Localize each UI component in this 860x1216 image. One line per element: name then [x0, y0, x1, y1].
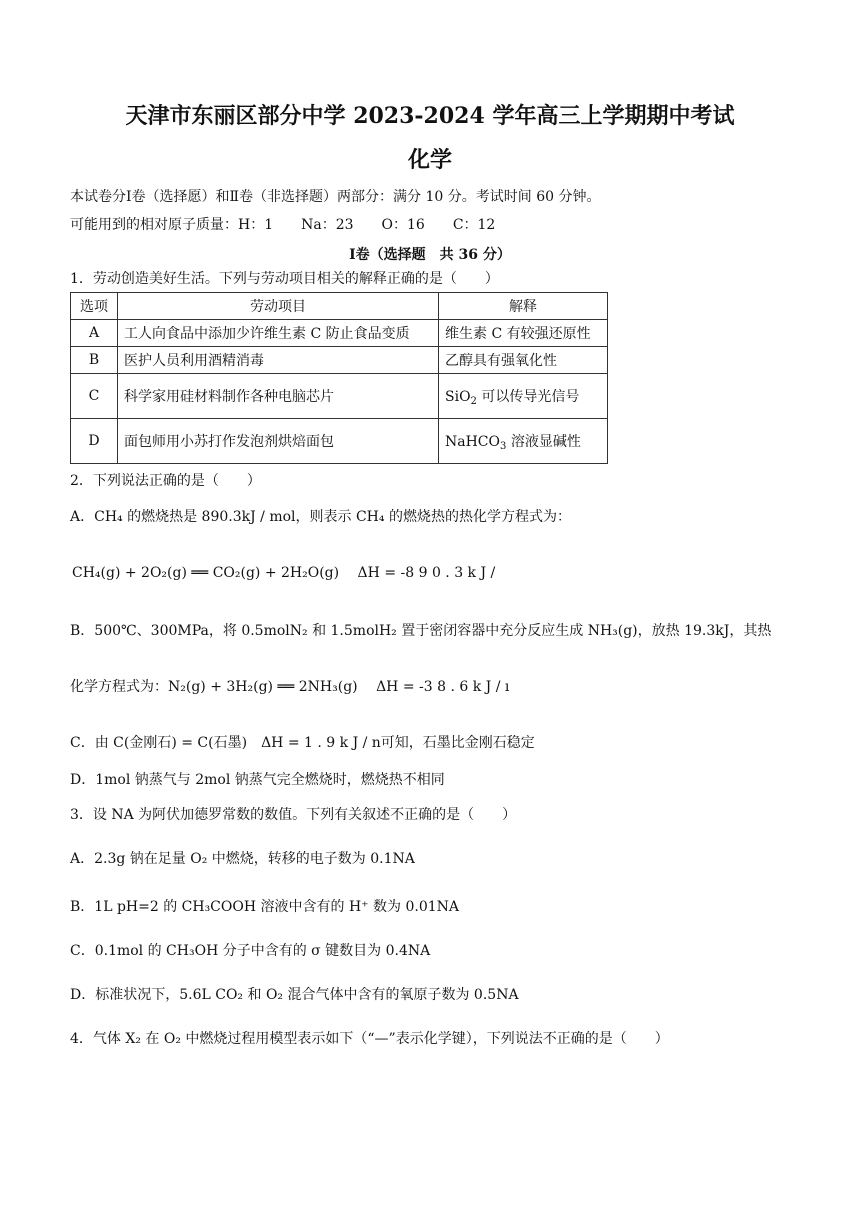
q1-stem: 1．劳动创造美好生活。下列与劳动项目相关的解释正确的是（ ）	[70, 271, 499, 287]
q2-option-b-equation: 化学方程式为：N₂(g) + 3H₂(g) ══ 2NH₃(g) ΔH = -3 8 . 6 k J / ı	[70, 679, 510, 695]
row-option: C	[71, 374, 118, 419]
exam-title: 天津市东丽区部分中学 2023-2024 学年高三上学期期中考试	[125, 103, 735, 129]
row-item: 面包师用小苏打作发泡剂烘焙面包	[118, 419, 439, 464]
q3-option-a: A．2.3g 钠在足量 O₂ 中燃烧，转移的电子数为 0.1NA	[70, 851, 415, 867]
q2-option-b: B．500℃、300MPa，将 0.5molN₂ 和 1.5molH₂ 置于密闭容器中充分反应生成 NH₃(g)，放热 19.3kJ，其热	[70, 623, 772, 639]
table-header-row	[71, 293, 608, 320]
row-item: 工人向食品中添加少许维生素 C 防止食品变质	[118, 320, 439, 347]
q3-option-c: C．0.1mol 的 CH₃OH 分子中含有的 σ 键数目为 0.4NA	[70, 943, 431, 959]
q2-option-a-equation: CH₄(g) + 2O₂(g) ══ CO₂(g) + 2H₂O(g) ΔH = -8 9 0 . 3 k J /	[72, 565, 496, 581]
section-heading: Ⅰ卷（选择题 共 36 分）	[349, 247, 511, 263]
row-explanation	[439, 374, 608, 419]
q2-option-d: D．1mol 钠蒸气与 2mol 钠蒸气完全燃烧时，燃烧热不相同	[70, 772, 445, 788]
formula-text: NaHCO	[445, 434, 500, 450]
row-option: B	[71, 347, 118, 374]
row-explanation: 乙醇具有强氧化性	[439, 347, 608, 374]
formula-subscript: 2	[470, 396, 477, 407]
explanation-text: 溶液显碱性	[506, 434, 581, 450]
subject-title: 化学	[407, 147, 452, 173]
table-row	[71, 374, 608, 419]
table-row	[71, 419, 608, 464]
formula-subscript: 3	[500, 441, 507, 452]
q3-option-b: B．1L pH=2 的 CH₃COOH 溶液中含有的 H⁺ 数为 0.01NA	[70, 899, 459, 915]
q1-table	[70, 292, 608, 464]
q3-stem: 3．设 NA 为阿伏加德罗常数的数值。下列有关叙述不正确的是（ ）	[70, 807, 517, 823]
row-option: A	[71, 320, 118, 347]
row-explanation	[439, 419, 608, 464]
row-option: D	[71, 419, 118, 464]
header-option: 选项	[71, 293, 118, 320]
header-explanation: 解释	[439, 293, 608, 320]
q2-stem: 2．下列说法正确的是（ ）	[70, 473, 261, 489]
row-item: 医护人员利用酒精消毒	[118, 347, 439, 374]
table-row	[71, 320, 608, 347]
q2-option-a: A．CH₄ 的燃烧热是 890.3kJ / mol，则表示 CH₄ 的燃烧热的热化学方程式为：	[70, 509, 571, 525]
table-row	[71, 347, 608, 374]
intro-line-1: 本试卷分Ⅰ卷（选择愿）和Ⅱ卷（非选择题）两部分：满分 10 分。考试时间 60 分钟。	[70, 189, 601, 205]
header-item: 劳动项目	[118, 293, 439, 320]
q3-option-d: D．标准状况下，5.6L CO₂ 和 O₂ 混合气体中含有的氧原子数为 0.5NA	[70, 987, 519, 1003]
intro-line-2: 可能用到的相对原子质量：H：1 Na：23 O：16 C：12	[70, 217, 496, 233]
explanation-text: 可以传导光信号	[476, 389, 580, 405]
q4-stem: 4．气体 X₂ 在 O₂ 中燃烧过程用模型表示如下（“—”表示化学键），下列说法不正确的是（ ）	[70, 1031, 669, 1047]
row-explanation: 维生素 C 有较强还原性	[439, 320, 608, 347]
q2-option-c: C．由 C(金刚石) = C(石墨) ΔH = 1 . 9 k J / n可知，石墨比金刚石稳定	[70, 735, 535, 751]
row-item: 科学家用硅材料制作各种电脑芯片	[118, 374, 439, 419]
formula-text: SiO	[445, 389, 471, 405]
